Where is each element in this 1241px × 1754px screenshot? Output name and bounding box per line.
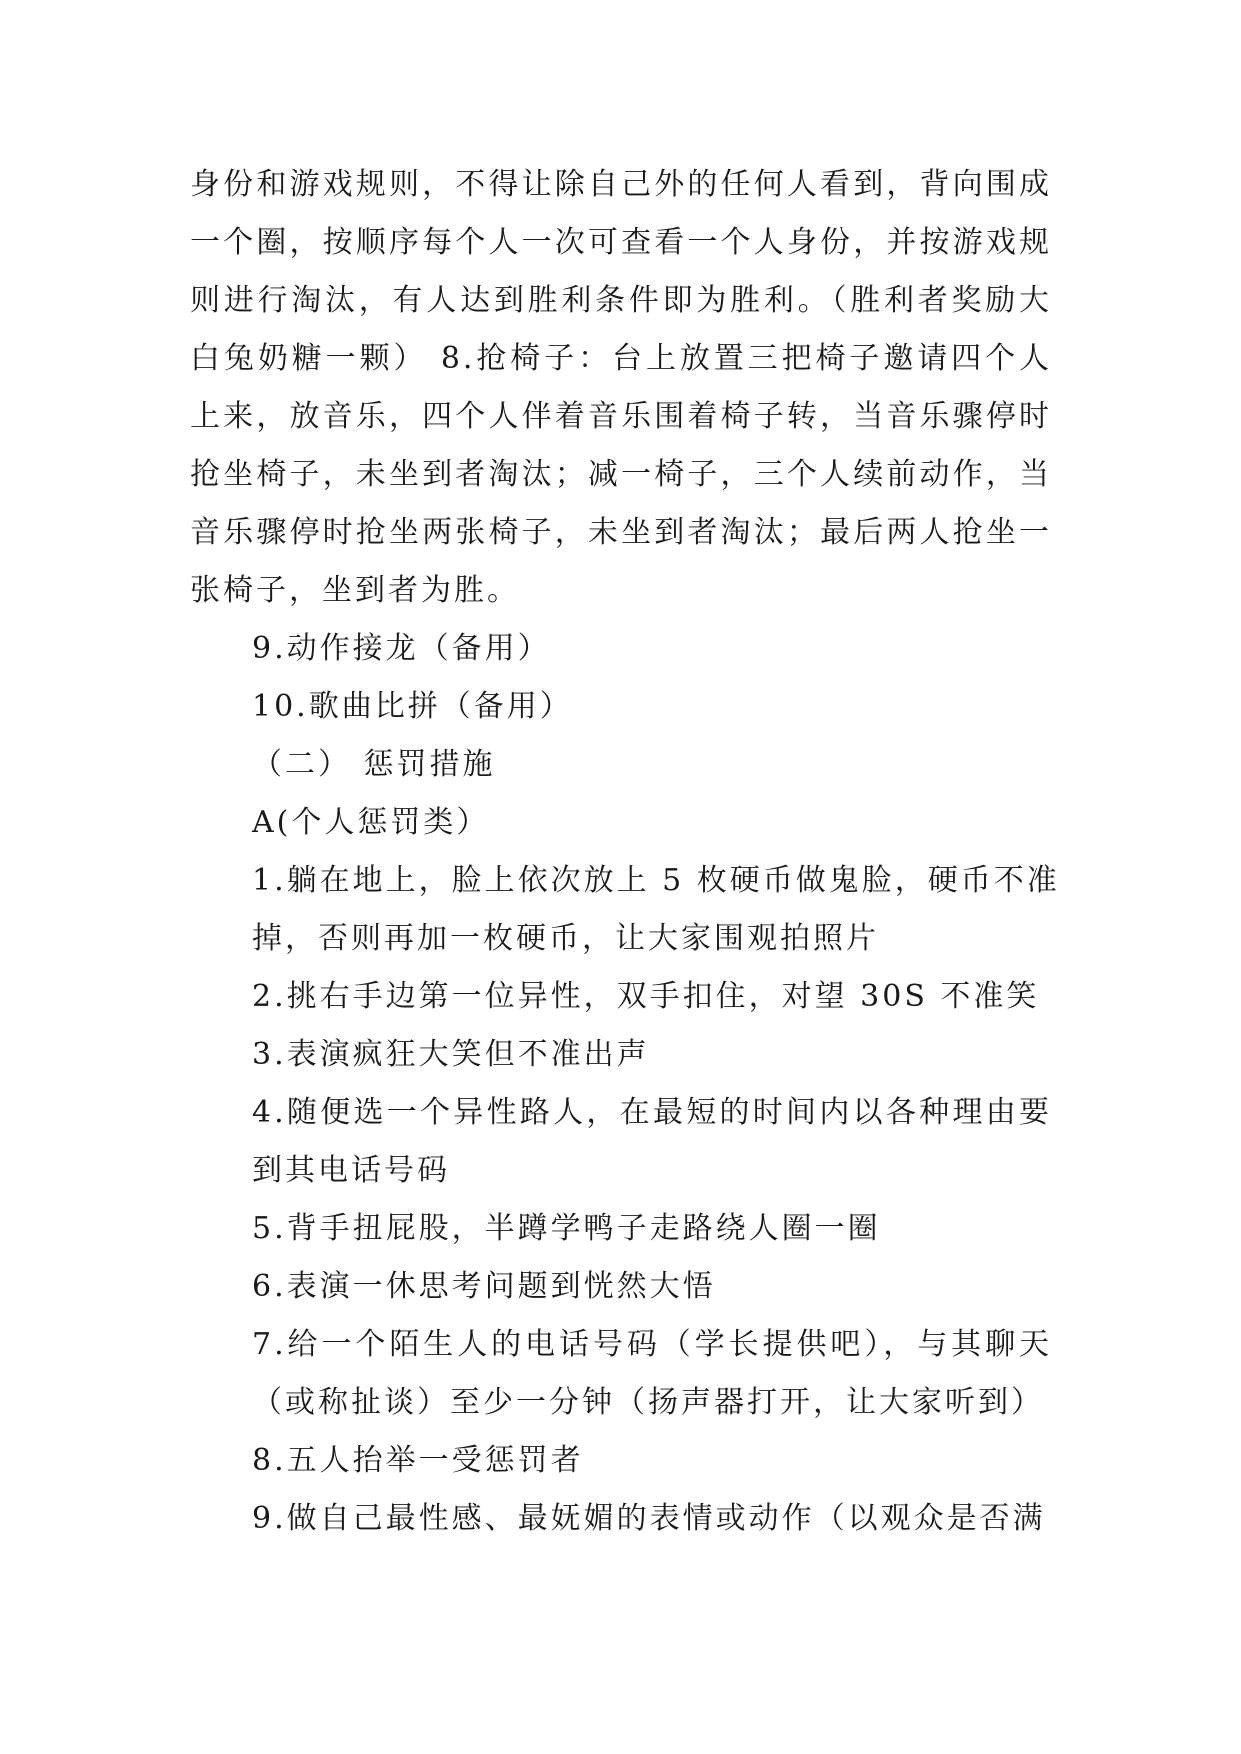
paragraph (190, 620, 1052, 678)
paragraph (190, 1316, 1052, 1432)
text-line: 9.动作接龙（备用） (252, 631, 551, 666)
paragraph (190, 156, 1052, 620)
paragraph (190, 968, 1052, 1026)
text-line: 9.做自己最性感、最妩媚的表情或动作（以观众是否满 (252, 1501, 1046, 1536)
text-line: 5.背手扭屁股，半蹲学鸭子走路绕人圈一圈 (252, 1211, 881, 1246)
text-line: 10.歌曲比拼（备用） (252, 689, 573, 724)
paragraph (190, 1084, 1052, 1200)
paragraph (190, 1258, 1052, 1316)
paragraph (190, 1432, 1052, 1490)
text-line: 白兔奶糖一颗） 8.抢椅子：台上放置三把椅子邀请四个人 (190, 341, 1052, 376)
text-line: 张椅子，坐到者为胜。 (190, 573, 520, 608)
text-line: 身份和游戏规则，不得让除自己外的任何人看到，背向围成 (190, 167, 1052, 202)
text-line: 一个圈，按顺序每个人一次可查看一个人身份，并按游戏规 (190, 225, 1052, 260)
text-line: 上来，放音乐，四个人伴着音乐围着椅子转，当音乐骤停时 (190, 399, 1052, 434)
text-line: 音乐骤停时抢坐两张椅子，未坐到者淘汰；最后两人抢坐一 (190, 515, 1052, 550)
paragraph (190, 1490, 1052, 1548)
text-line: 7.给一个陌生人的电话号码（学长提供吧），与其聊天 (252, 1327, 1052, 1362)
document-body (190, 156, 1060, 1548)
paragraph (190, 1200, 1052, 1258)
text-line: 3.表演疯狂大笑但不准出声 (252, 1037, 650, 1072)
text-line: 掉，否则再加一枚硬币，让大家围观拍照片 (252, 921, 879, 956)
text-line: A(个人惩罚类） (252, 805, 490, 840)
text-line: （二） 惩罚措施 (252, 747, 496, 782)
text-line: 4.随便选一个异性路人，在最短的时间内以各种理由要 (252, 1095, 1052, 1130)
text-line: 8.五人抬举一受惩罚者 (252, 1443, 584, 1478)
text-line: 6.表演一休思考问题到恍然大悟 (252, 1269, 716, 1304)
paragraph (190, 1026, 1052, 1084)
paragraph (190, 794, 1052, 852)
text-line: 到其电话号码 (252, 1153, 450, 1188)
paragraph (190, 678, 1052, 736)
paragraph (190, 736, 1052, 794)
text-line: 抢坐椅子，未坐到者淘汰；减一椅子，三个人续前动作，当 (190, 457, 1052, 492)
text-line: 1.躺在地上，脸上依次放上 5 枚硬币做鬼脸，硬币不准 (252, 863, 1060, 898)
text-line: 则进行淘汰，有人达到胜利条件即为胜利。（胜利者奖励大 (190, 283, 1052, 318)
text-line: （或称扯谈）至少一分钟（扬声器打开，让大家听到） (252, 1385, 1044, 1420)
text-line: 2.挑右手边第一位异性，双手扣住，对望 30S 不准笑 (252, 979, 1040, 1014)
paragraph (190, 852, 1060, 968)
